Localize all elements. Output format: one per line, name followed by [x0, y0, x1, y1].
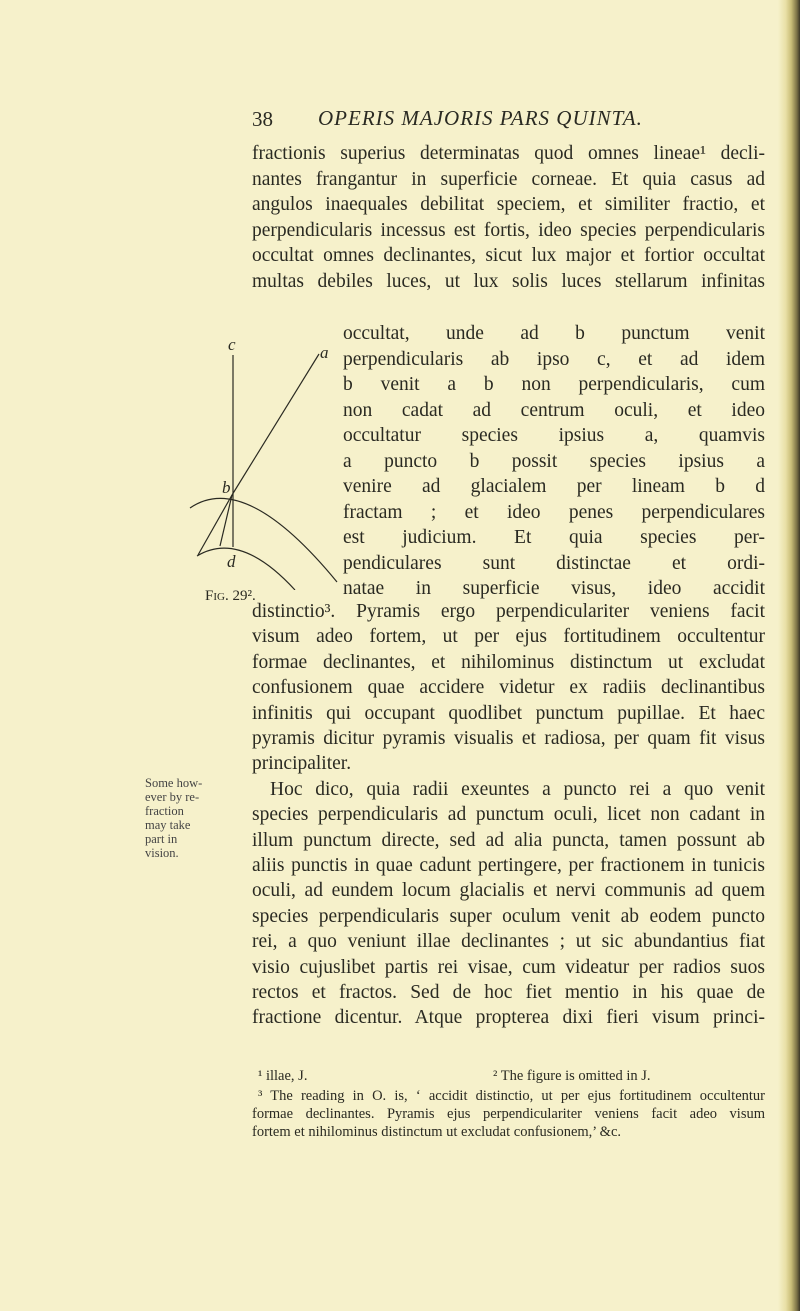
margin-note-line: may take	[145, 818, 191, 832]
footnote-3-line: fortem et nihilominus distinctum ut excludat confusionem,’ &c.	[252, 1124, 622, 1140]
text-line: fractione dicentur. Atque propterea dixi fieri visum princi-	[252, 1007, 765, 1029]
footnote-1: ¹ illae, J.	[258, 1068, 308, 1084]
text-line: aliis punctis in quae cadunt pertingere, per fractionem in tunicis	[252, 855, 765, 876]
text-line: rei, a quo veniunt illae declinantes ; ut sic abundantius fiat	[252, 931, 765, 953]
text-line: Hoc dico, quia radii exeuntes a puncto rei a quo venit	[270, 778, 765, 800]
footnote-2: ² The figure is omitted in J.	[493, 1068, 651, 1084]
text-line: nantes frangantur in superficie corneae. Et quia casus ad	[252, 168, 765, 190]
text-line: venire ad glacialem per lineam b d	[343, 476, 765, 497]
footnote-3-line: formae declinantes. Pyramis ejus perpendiculariter veniens facit adeo visum	[252, 1106, 765, 1122]
text-line: distinctio³. Pyramis ergo perpendiculariter veniens facit	[252, 601, 765, 622]
line-ab	[232, 354, 319, 495]
margin-note-line: vision.	[145, 846, 179, 860]
text-line: principaliter.	[252, 753, 352, 775]
running-title: OPERIS MAJORIS PARS QUINTA.	[318, 106, 643, 130]
text-line: visum adeo fortem, ut per ejus fortitudinem occultentur	[252, 626, 765, 648]
outer-arc	[190, 498, 337, 582]
text-line: fractionis superius determinatas quod omnes lineae¹ decli-	[252, 143, 765, 164]
inner-arc	[197, 548, 295, 590]
text-line: visio cujuslibet partis rei visae, cum videatur per radios suos	[252, 956, 765, 978]
refracted-ray-2	[220, 495, 232, 546]
margin-note-line: part in	[145, 832, 178, 846]
book-binding-edge	[778, 0, 800, 1311]
refracted-ray-1	[198, 495, 232, 555]
text-line: fractam ; et ideo penes perpendiculares	[343, 501, 765, 523]
margin-note	[145, 776, 202, 860]
text-line: a puncto b possit species ipsius a	[343, 450, 765, 472]
text-line: formae declinantes, et nihilominus distinctum ut excludat	[252, 651, 765, 673]
text-line: natae in superficie visus, ideo accidit	[343, 578, 765, 599]
label-a: a	[320, 343, 329, 362]
text-line: infinitis qui occupant quodlibet punctum pupillae. Et haec	[252, 702, 765, 724]
text-line: oculi, ad eundem locum glacialis et nervi communis ad quem	[252, 880, 765, 902]
text-line: rectos et fractos. Sed de hoc fiet mentio in his quae de	[252, 982, 765, 1003]
text-line: perpendicularis ab ipso c, et ad idem	[343, 348, 765, 370]
text-line: confusionem quae accidere videtur ex radiis declinantibus	[252, 677, 765, 699]
text-line: pyramis dicitur pyramis visualis et radiosa, per quam fit visus	[252, 728, 765, 749]
text-line: occultat, unde ad b punctum venit	[343, 323, 765, 344]
text-line: illum punctum directe, sed ad alia puncta, tamen possunt ab	[252, 829, 765, 851]
label-d: d	[227, 552, 236, 571]
text-line: occultatur species ipsius a, quamvis	[343, 425, 765, 446]
footnote-1-2	[252, 1068, 765, 1085]
footnote-3-line: ³ The reading in O. is, ‘ accidit distinctio, ut per ejus fortitudinem occultentur	[258, 1088, 765, 1104]
label-b: b	[222, 478, 231, 497]
text-line: occultat omnes declinantes, sicut lux major et fortior occultat	[252, 245, 765, 267]
label-c: c	[228, 335, 236, 354]
figure-diagram	[185, 330, 345, 590]
margin-note-line: Some how-	[145, 776, 203, 790]
page-number: 38	[252, 107, 273, 131]
text-line: perpendicularis incessus est fortis, ideo species perpendicularis	[252, 219, 765, 241]
text-line: multas debiles luces, ut lux solis luces stellarum infinitas	[252, 271, 765, 292]
figure-caption: Fig. 29².	[205, 588, 256, 604]
text-line: species perpendicularis ad punctum oculi, licet non cadant in	[252, 804, 765, 826]
text-line: species perpendicularis super oculum venit ab eodem puncto	[252, 905, 765, 927]
margin-note-line: ever by re-	[145, 790, 200, 804]
text-line: est judicium. Et quia species per-	[343, 527, 765, 548]
text-line: b venit a b non perpendicularis, cum	[343, 374, 765, 395]
text-line: pendiculares sunt distinctae et ordi-	[343, 552, 765, 574]
text-line: non cadat ad centrum oculi, et ideo	[343, 399, 765, 421]
margin-note-line: fraction	[145, 804, 184, 818]
text-line: angulos inaequales debilitat speciem, et similiter fractio, et	[252, 194, 765, 216]
